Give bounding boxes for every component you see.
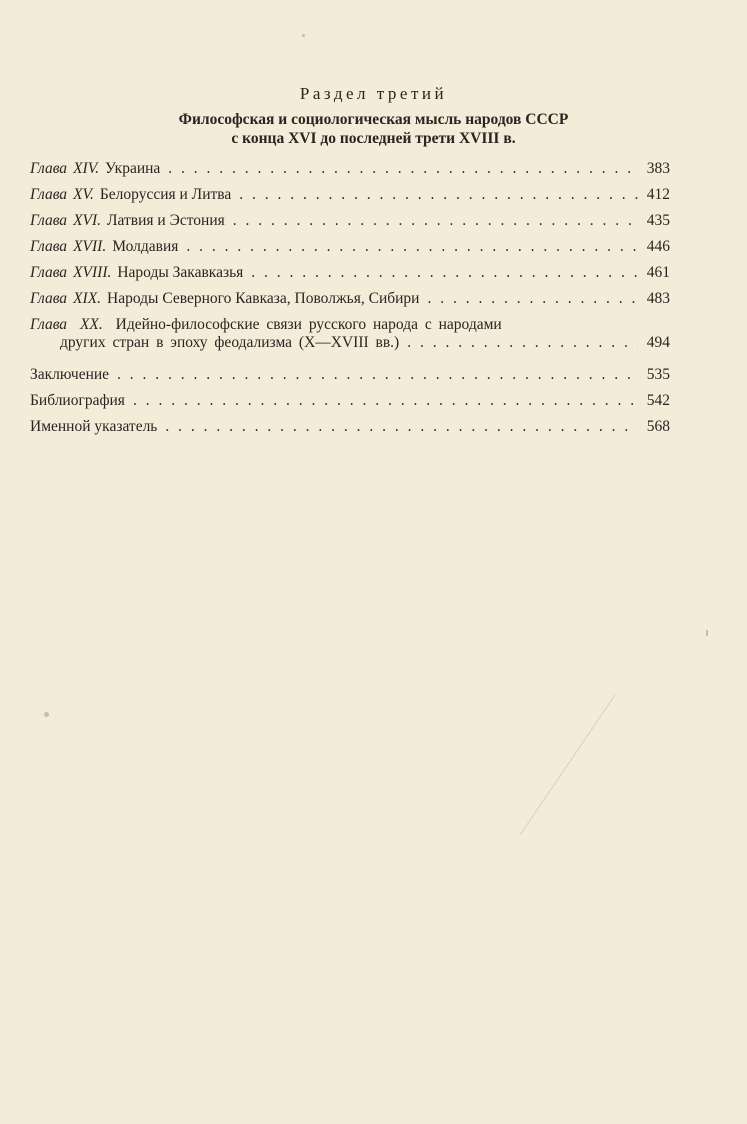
chapter-prefix: Глава — [30, 186, 68, 203]
chapter-number: XVII. — [73, 238, 107, 255]
toc-entry — [30, 366, 670, 388]
chapter-number: XIX. — [73, 290, 102, 307]
chapter-number: XVIII. — [73, 264, 112, 281]
toc-entry — [30, 264, 670, 286]
chapter-prefix: Глава — [30, 160, 68, 177]
toc-entry — [30, 212, 670, 234]
toc-entry — [30, 290, 670, 312]
toc-entry — [30, 392, 670, 414]
page-number: 542 — [646, 392, 670, 409]
back-matter-title: Именной указатель — [30, 418, 158, 435]
dot-leader — [233, 212, 638, 230]
page-number: 483 — [646, 290, 670, 307]
section-title — [0, 110, 747, 148]
page-number: 568 — [646, 418, 670, 435]
paper-scratch — [480, 690, 620, 840]
chapter-title: Народы Северного Кавказа, Поволжья, Сибири — [107, 290, 420, 307]
dot-leader — [168, 160, 638, 178]
section-title-line-1: Философская и социологическая мысль народов СССР — [178, 111, 569, 128]
chapter-number: XV. — [73, 186, 94, 203]
toc-entry — [30, 186, 670, 208]
page-number: 494 — [646, 334, 670, 351]
dot-leader — [251, 264, 638, 282]
paper-speck — [706, 630, 708, 636]
chapter-title: Белоруссия и Литва — [99, 186, 232, 203]
chapter-prefix: Глава — [30, 212, 68, 229]
chapter-number: XIV. — [73, 160, 100, 177]
chapter-title: Молдавия — [112, 238, 179, 255]
section-label: Раздел третий — [299, 84, 448, 103]
toc-entry — [30, 238, 670, 260]
dot-leader — [239, 186, 638, 204]
page-number: 535 — [646, 366, 670, 383]
toc-entry-multiline — [30, 316, 670, 352]
chapter-prefix: Глава — [30, 238, 68, 255]
chapter-prefix: Глава — [30, 316, 68, 333]
page-number: 461 — [646, 264, 670, 281]
dot-leader — [165, 418, 638, 436]
chapter-title-line-1: Идейно-философские связи русского народа с народами — [115, 316, 502, 333]
toc-entry — [30, 160, 670, 182]
chapter-number: XVI. — [73, 212, 102, 229]
chapter-title: Латвия и Эстония — [107, 212, 225, 229]
toc-entry — [30, 418, 670, 440]
chapter-title-line-2: других стран в эпоху феодализма (X—XVIII вв.) — [60, 334, 400, 351]
dot-leader — [427, 290, 638, 308]
dot-leader — [117, 366, 638, 384]
chapter-number: XX. — [79, 316, 103, 333]
chapter-title: Народы Закавказья — [117, 264, 244, 281]
page-number: 435 — [646, 212, 670, 229]
dot-leader — [133, 392, 638, 410]
page-number: 383 — [646, 160, 670, 177]
page-number: 446 — [646, 238, 670, 255]
paper-speck — [302, 34, 305, 37]
dot-leader — [407, 334, 638, 352]
section-title-line-2: с конца XVI до последней трети XVIII в. — [231, 130, 516, 147]
back-matter-title: Библиография — [30, 392, 125, 409]
paper-speck — [44, 712, 49, 717]
chapter-prefix: Глава — [30, 264, 68, 281]
dot-leader — [186, 238, 638, 256]
chapter-title: Украина — [105, 160, 161, 177]
chapter-prefix: Глава — [30, 290, 68, 307]
back-matter-title: Заключение — [30, 366, 110, 383]
page-number: 412 — [646, 186, 670, 203]
